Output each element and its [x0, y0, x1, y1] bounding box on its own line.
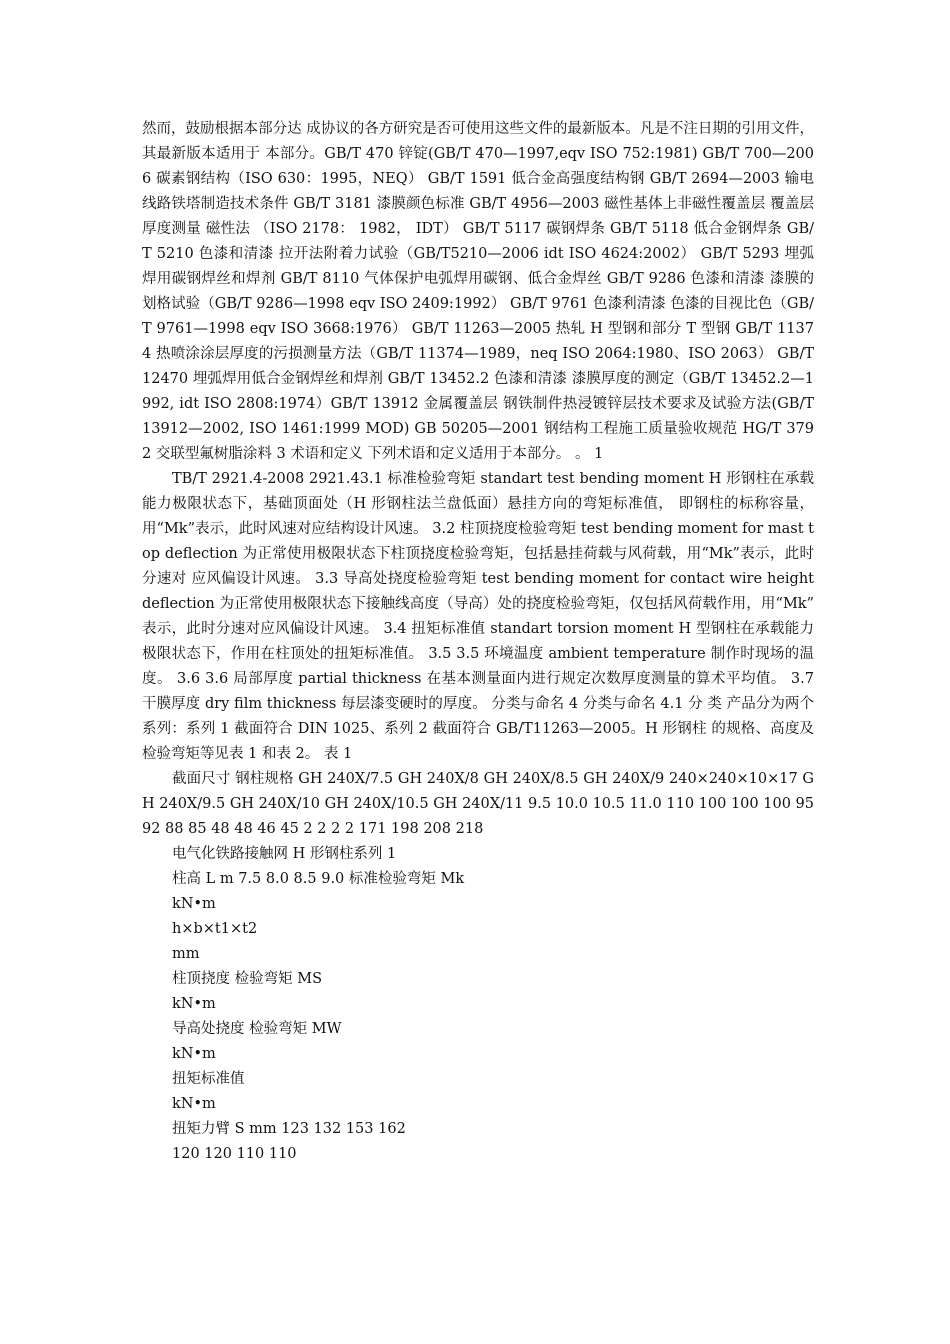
table-line: mm	[172, 946, 200, 962]
table-line: 电气化铁路接触网 H 形钢柱系列 1	[172, 846, 397, 862]
terms-definitions-paragraph: TB/T 2921.4-2008 2921.43.1 标准检验弯矩 standart test bending moment H 形钢柱在承载能力极限状态下，基础顶面处（H 形钢柱法兰盘低面）悬挂方向的弯矩标准值， 即钢柱的标称容量，用“Mk”表示，此时风速对应结构设计风速。 3.2 柱顶挠度检验弯矩 test bending moment for mast top deflection 为正常使用极限状态下柱顶挠度检验弯矩，包括悬挂荷载与风荷载，用“Mk”表示，此时分速对 应风偏设计风速。 3.3 导高处挠度检验弯矩 test bending moment for contact wire height deflection 为正常使用极限状态下接触线高度（导高）处的挠度检验弯矩，仅包括风荷载作用，用“Mk” 表示，此时分速对应风偏设计风速。 3.4 扭矩标准值 standart torsion moment H 型钢柱在承载能力极限状态下，作用在柱顶处的扭矩标准值。 3.5 3.5 环境温度 ambient temperature 制作时现场的温度。 3.6 3.6 局部厚度 partial thickness 在基本测量面内进行规定次数厚度测量的算术平均值。 3.7 干膜厚度 dry film thickness 每层漆变硬时的厚度。 分类与命名 4 分类与命名 4.1 分 类 产品分为两个系列：系列 1 截面符合 DIN 1025、系列 2 截面符合 GB/T11263—2005。H 形钢柱 的规格、高度及检验弯矩等见表 1 和表 2。 表 1	[142, 471, 814, 762]
table-line: 扭矩标准值	[172, 1071, 245, 1087]
table-line: 导高处挠度 检验弯矩 MW	[172, 1021, 342, 1037]
table-line: 120 120 110 110	[172, 1146, 297, 1162]
table-line: kN•m	[172, 996, 216, 1012]
table-header-paragraph: 截面尺寸 钢柱规格 GH 240X/7.5 GH 240X/8 GH 240X/8.5 GH 240X/9 240×240×10×17 GH 240X/9.5 GH 240X/10 GH 240X/10.5 GH 240X/11 9.5 10.0 10.5 11.0 110 100 100 100 95 92 88 85 48 48 46 45 2 2 2 2 171 198 208 218	[142, 771, 814, 837]
table-line: kN•m	[172, 896, 216, 912]
document-body	[142, 117, 814, 1167]
table-line: 柱顶挠度 检验弯矩 MS	[172, 971, 322, 987]
table-line: 扭矩力臂 S mm 123 132 153 162	[172, 1121, 406, 1137]
table-line: 柱高 L m 7.5 8.0 8.5 9.0 标准检验弯矩 Mk	[172, 871, 465, 887]
table-line: h×b×t1×t2	[172, 921, 258, 937]
table-line: kN•m	[172, 1046, 216, 1062]
references-paragraph: 然而，鼓励根据本部分达 成协议的各方研究是否可使用这些文件的最新版本。凡是不注日期的引用文件，其最新版本适用于 本部分。GB/T 470 锌锭(GB/T 470—1997,eqv ISO 752:1981) GB/T 700—2006 碳素钢结构（ISO 630：1995，NEQ） GB/T 1591 低合金高强度结构钢 GB/T 2694—2003 输电线路铁塔制造技术条件 GB/T 3181 漆膜颜色标准 GB/T 4956—2003 磁性基体上非磁性覆盖层 覆盖层厚度测量 磁性法 （ISO 2178： 1982， IDT） GB/T 5117 碳钢焊条 GB/T 5118 低合金钢焊条 GB/T 5210 色漆和清漆 拉开法附着力试验（GB/T5210—2006 idt ISO 4624:2002） GB/T 5293 埋弧焊用碳钢焊丝和焊剂 GB/T 8110 气体保护电弧焊用碳钢、低合金焊丝 GB/T 9286 色漆和清漆 漆膜的划格试验（GB/T 9286—1998 eqv ISO 2409:1992） GB/T 9761 色漆利清漆 色漆的目视比色（GB/T 9761—1998 eqv ISO 3668:1976） GB/T 11263—2005 热轧 H 型钢和部分 T 型钢 GB/T 11374 热喷涂涂层厚度的污损测量方法（GB/T 11374—1989，neq ISO 2064:1980、ISO 2063） GB/T 12470 埋弧焊用低合金钢焊丝和焊剂 GB/T 13452.2 色漆和清漆 漆膜厚度的测定（GB/T 13452.2—1992, idt ISO 2808:1974）GB/T 13912 金属覆盖层 钢铁制件热浸镀锌层技术要求及试验方法(GB/T 13912—2002, ISO 1461:1999 MOD) GB 50205—2001 钢结构工程施工质量验收规范 HG/T 3792 交联型氟树脂涂料 3 术语和定义 下列术语和定义适用于本部分。 。 1	[142, 121, 814, 462]
table-line: kN•m	[172, 1096, 216, 1112]
